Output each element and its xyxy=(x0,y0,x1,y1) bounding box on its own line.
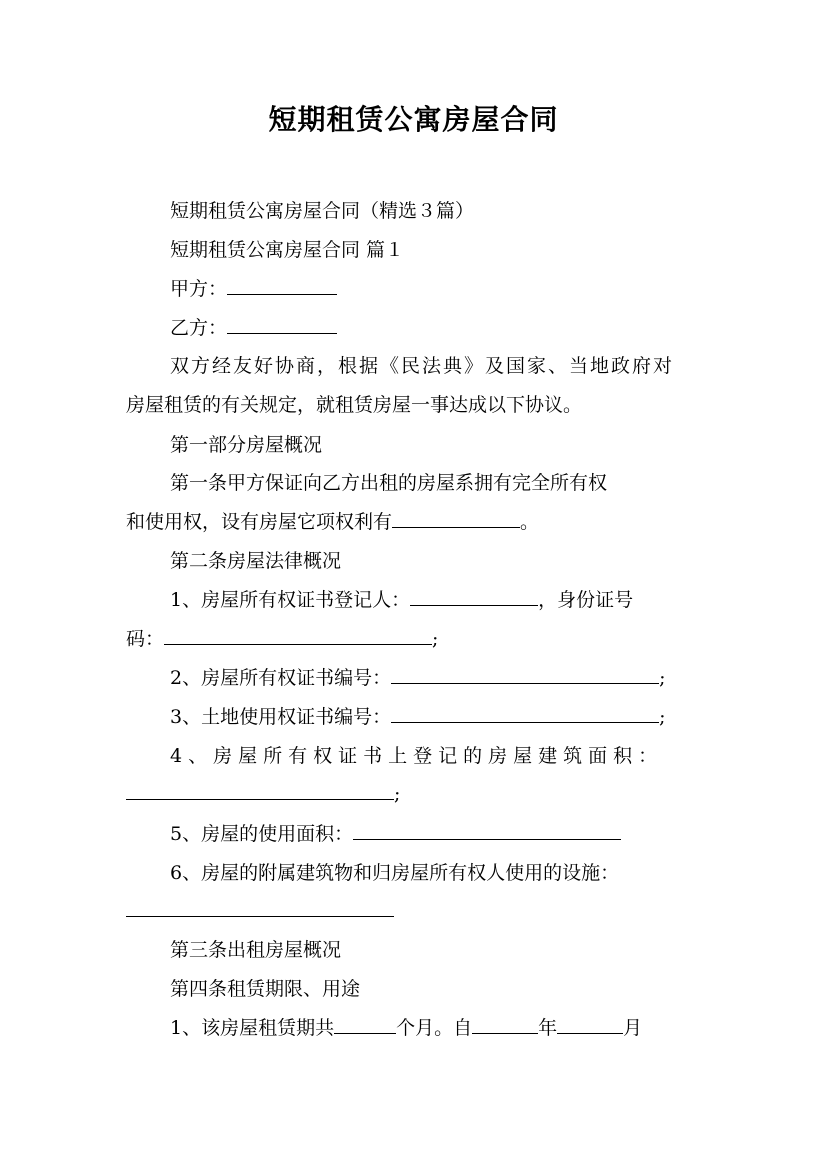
item-5-label: 5、房屋的使用面积： xyxy=(170,823,354,845)
item-2-label: 2、房屋所有权证书编号： xyxy=(170,667,392,689)
item-6-line1: 6、房屋的附属建筑物和归房屋所有权人使用的设施： xyxy=(170,862,620,884)
article-two-heading: 第二条房屋法律概况 xyxy=(170,550,342,572)
paragraph-intro-line1 xyxy=(170,353,702,379)
year-label: 年 xyxy=(538,1017,558,1039)
semicolon: ; xyxy=(432,628,439,650)
month-blank xyxy=(557,1015,623,1034)
other-rights-blank xyxy=(392,509,520,528)
article-four-heading: 第四条租赁期限、用途 xyxy=(170,978,361,1000)
usable-area-blank xyxy=(353,821,621,840)
article-one-line2 xyxy=(126,509,539,535)
article-one-line1: 第一条甲方保证向乙方出租的房屋系拥有完全所有权 xyxy=(170,472,608,494)
code-label: 码： xyxy=(126,628,165,650)
land-cert-blank xyxy=(391,704,659,723)
month-label: 月 xyxy=(623,1017,643,1039)
party-a-line xyxy=(170,276,337,302)
building-area-blank xyxy=(126,781,394,800)
section-heading: 短期租赁公寓房屋合同 篇１ xyxy=(170,239,405,261)
party-b-label: 乙方： xyxy=(170,317,228,339)
paragraph-intro-line2: 房屋租赁的有关规定，就租赁房屋一事达成以下协议。 xyxy=(126,394,583,416)
id-number-label: ，身份证号 xyxy=(538,589,634,611)
item-4-line2 xyxy=(126,781,400,807)
item-1-line2 xyxy=(126,626,438,652)
party-a-blank xyxy=(227,276,337,295)
item-6-line2 xyxy=(126,898,394,924)
ownership-cert-blank xyxy=(391,665,659,684)
year-blank xyxy=(472,1015,538,1034)
item-4-line1 xyxy=(170,743,702,769)
months-blank xyxy=(334,1015,396,1034)
semicolon: ; xyxy=(659,706,666,728)
document-title: 短期租赁公寓房屋合同 xyxy=(268,103,559,136)
party-b-blank xyxy=(227,315,337,334)
semicolon: ; xyxy=(659,667,666,689)
party-b-line xyxy=(170,315,337,341)
months-from-label: 个月。自 xyxy=(396,1017,473,1039)
item-2-line xyxy=(170,665,666,691)
part-one-heading: 第一部分房屋概况 xyxy=(170,434,323,456)
term-label: 1、该房屋租赁期共 xyxy=(170,1017,335,1039)
paragraph-text: 双方经友好协商，根据《民法典》及国家、当地政府对 xyxy=(170,355,675,377)
facilities-blank xyxy=(126,898,394,917)
article-three-heading: 第三条出租房屋概况 xyxy=(170,939,342,961)
item-3-line xyxy=(170,704,666,730)
registrant-blank xyxy=(410,587,538,606)
party-a-label: 甲方： xyxy=(170,278,228,300)
term-line xyxy=(170,1015,642,1041)
item-1-label: 1、房屋所有权证书登记人： xyxy=(170,589,411,611)
id-number-blank xyxy=(164,626,432,645)
item-5-line xyxy=(170,821,621,847)
article-one-text: 和使用权，设有房屋它项权利有 xyxy=(126,511,393,533)
item-4-label: 4、房屋所有权证书上登记的房屋建筑面积： xyxy=(170,745,664,767)
semicolon: ; xyxy=(394,783,401,805)
period-mark: 。 xyxy=(520,511,540,533)
item-1-line1 xyxy=(170,587,633,613)
subtitle-line: 短期租赁公寓房屋合同（精选３篇） xyxy=(170,200,475,222)
item-3-label: 3、土地使用权证书编号： xyxy=(170,706,392,728)
